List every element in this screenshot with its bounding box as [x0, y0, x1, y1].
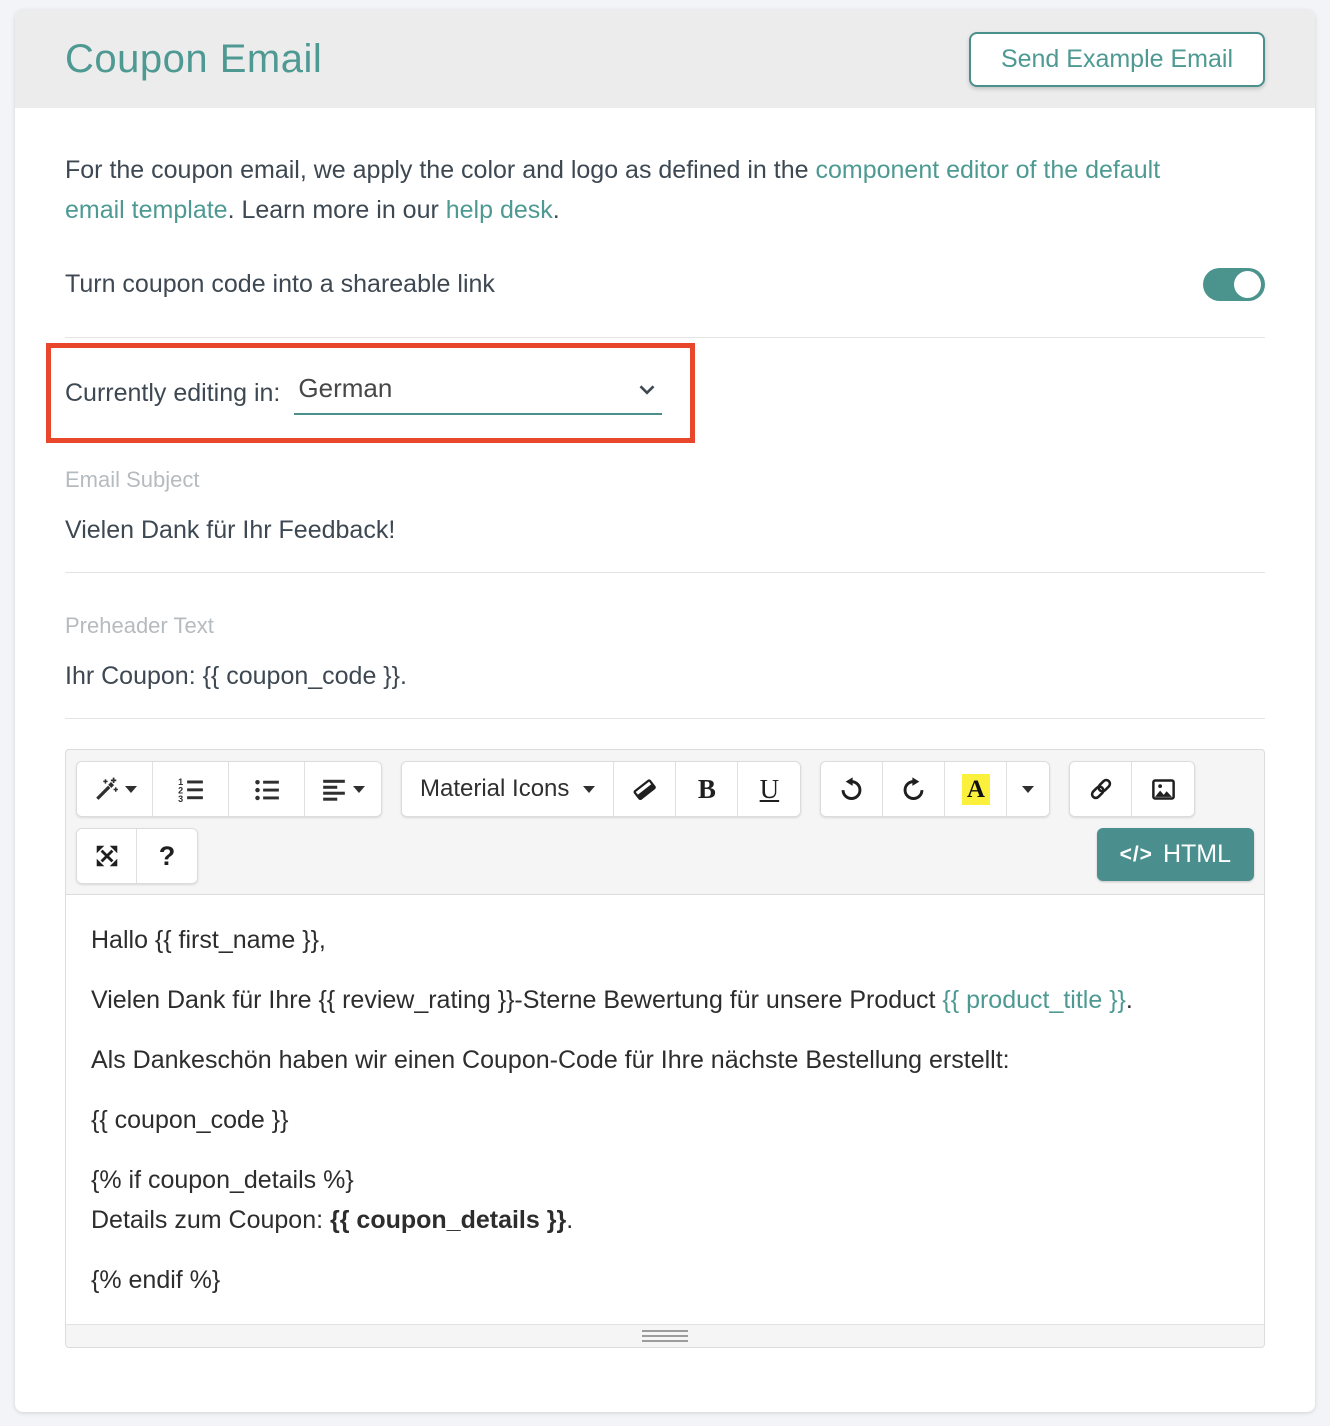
preheader-label: Preheader Text — [65, 613, 214, 638]
toolbar-row-2 — [76, 828, 1254, 884]
fullscreen-button[interactable] — [77, 829, 137, 883]
text-align-button[interactable] — [305, 762, 381, 816]
caret-down-icon — [125, 786, 137, 793]
undo-icon — [838, 776, 865, 803]
underline-label: U — [759, 773, 780, 804]
font-family-dropdown[interactable] — [402, 762, 614, 816]
toggle-knob — [1234, 271, 1261, 298]
help-desk-link[interactable]: help desk — [445, 196, 553, 224]
eraser-icon — [631, 776, 658, 803]
resize-handle-icon — [642, 1330, 688, 1342]
annotation-box — [46, 343, 695, 443]
image-icon — [1150, 776, 1177, 803]
language-select[interactable] — [294, 371, 662, 415]
rich-text-editor — [65, 749, 1265, 1348]
bold-button[interactable] — [676, 762, 738, 816]
svg-text:3: 3 — [178, 793, 184, 803]
editor-text: . — [1125, 986, 1133, 1014]
intro-text: . Learn more in our — [227, 196, 446, 224]
insert-link-button[interactable] — [1070, 762, 1132, 816]
editor-bold-text: {{ coupon_details }} — [330, 1206, 567, 1234]
align-left-icon — [321, 776, 347, 802]
editor-text: . — [566, 1206, 574, 1234]
redo-button[interactable] — [883, 762, 945, 816]
editor-content-area[interactable] — [66, 894, 1264, 1324]
language-selected-value: German — [298, 373, 393, 403]
preheader-value[interactable]: Ihr Coupon: {{ coupon_code }}. — [65, 662, 407, 690]
component-editor-link[interactable]: component editor of the default email template — [65, 156, 1161, 224]
button-group-font — [401, 761, 801, 817]
editor-resize-strip[interactable] — [66, 1324, 1264, 1347]
editor-paragraph: Hallo {{ first_name }}, — [91, 926, 326, 954]
editor-text: Details zum Coupon: — [91, 1206, 331, 1234]
underline-button[interactable] — [738, 762, 800, 816]
editor-paragraph: {% endif %} — [91, 1266, 221, 1294]
field-divider — [65, 572, 1265, 573]
help-icon: ? — [158, 840, 176, 871]
highlight-color-icon: A — [962, 774, 990, 805]
editor-paragraph — [91, 1200, 1239, 1240]
email-subject-label: Email Subject — [65, 467, 200, 492]
send-example-email-button[interactable]: Send Example Email — [969, 32, 1265, 87]
toolbar-row-1 — [76, 761, 1254, 817]
unordered-list-icon — [253, 776, 280, 803]
language-label: Currently editing in: — [65, 378, 281, 407]
product-title-variable-link[interactable]: {{ product_title }} — [942, 986, 1126, 1014]
coupon-email-card — [15, 10, 1315, 1412]
intro-text: . — [552, 196, 560, 224]
section-divider — [65, 337, 1265, 338]
help-button[interactable] — [137, 829, 197, 883]
email-subject-value[interactable]: Vielen Dank für Ihr Feedback! — [65, 516, 396, 544]
shareable-link-row — [65, 268, 1265, 301]
svg-text:2: 2 — [178, 784, 184, 795]
intro-paragraph — [65, 150, 1205, 230]
page-title: Coupon Email — [65, 36, 323, 81]
button-group-insert — [1069, 761, 1195, 817]
redo-icon — [900, 776, 927, 803]
chevron-down-icon — [634, 376, 660, 402]
html-source-button[interactable] — [1097, 828, 1254, 881]
card-header — [15, 10, 1315, 108]
button-group-format — [76, 761, 382, 817]
editor-text: Vielen Dank für Ihre {{ review_rating }}-Sterne Bewertung für unsere Product — [91, 986, 943, 1014]
ordered-list-icon — [177, 776, 204, 803]
clear-formatting-button[interactable] — [614, 762, 676, 816]
undo-button[interactable] — [821, 762, 883, 816]
button-group-history-color — [820, 761, 1050, 817]
shareable-link-toggle[interactable] — [1203, 268, 1265, 301]
card-body — [15, 150, 1315, 1348]
intro-text: For the coupon email, we apply the color and logo as defined in the — [65, 156, 816, 184]
caret-down-icon — [1022, 786, 1034, 793]
highlight-color-dropdown[interactable] — [1007, 762, 1049, 816]
text-highlight-color-button[interactable] — [945, 762, 1007, 816]
svg-text:1: 1 — [178, 776, 184, 787]
insert-image-button[interactable] — [1132, 762, 1194, 816]
editor-paragraph: {{ coupon_code }} — [91, 1106, 289, 1134]
magic-wand-button[interactable] — [77, 762, 153, 816]
bold-label: B — [697, 773, 716, 804]
ordered-list-button[interactable] — [153, 762, 229, 816]
caret-down-icon — [353, 786, 365, 793]
button-group-misc — [76, 828, 198, 884]
caret-down-icon — [583, 786, 595, 793]
editor-toolbar — [66, 750, 1264, 894]
fullscreen-icon — [94, 843, 120, 869]
editor-paragraph — [91, 980, 1239, 1020]
unordered-list-button[interactable] — [229, 762, 305, 816]
font-family-value: Material Icons — [420, 775, 570, 802]
field-divider — [65, 718, 1265, 719]
code-icon: </> — [1119, 842, 1153, 866]
magic-wand-icon — [93, 776, 119, 802]
link-icon — [1087, 775, 1115, 803]
editor-paragraph: {% if coupon_details %} — [91, 1166, 354, 1194]
html-button-label: HTML — [1162, 840, 1231, 868]
shareable-link-label: Turn coupon code into a shareable link — [65, 270, 495, 298]
editor-paragraph: Als Dankeschön haben wir einen Coupon-Code für Ihre nächste Bestellung erstellt: — [91, 1046, 1010, 1074]
